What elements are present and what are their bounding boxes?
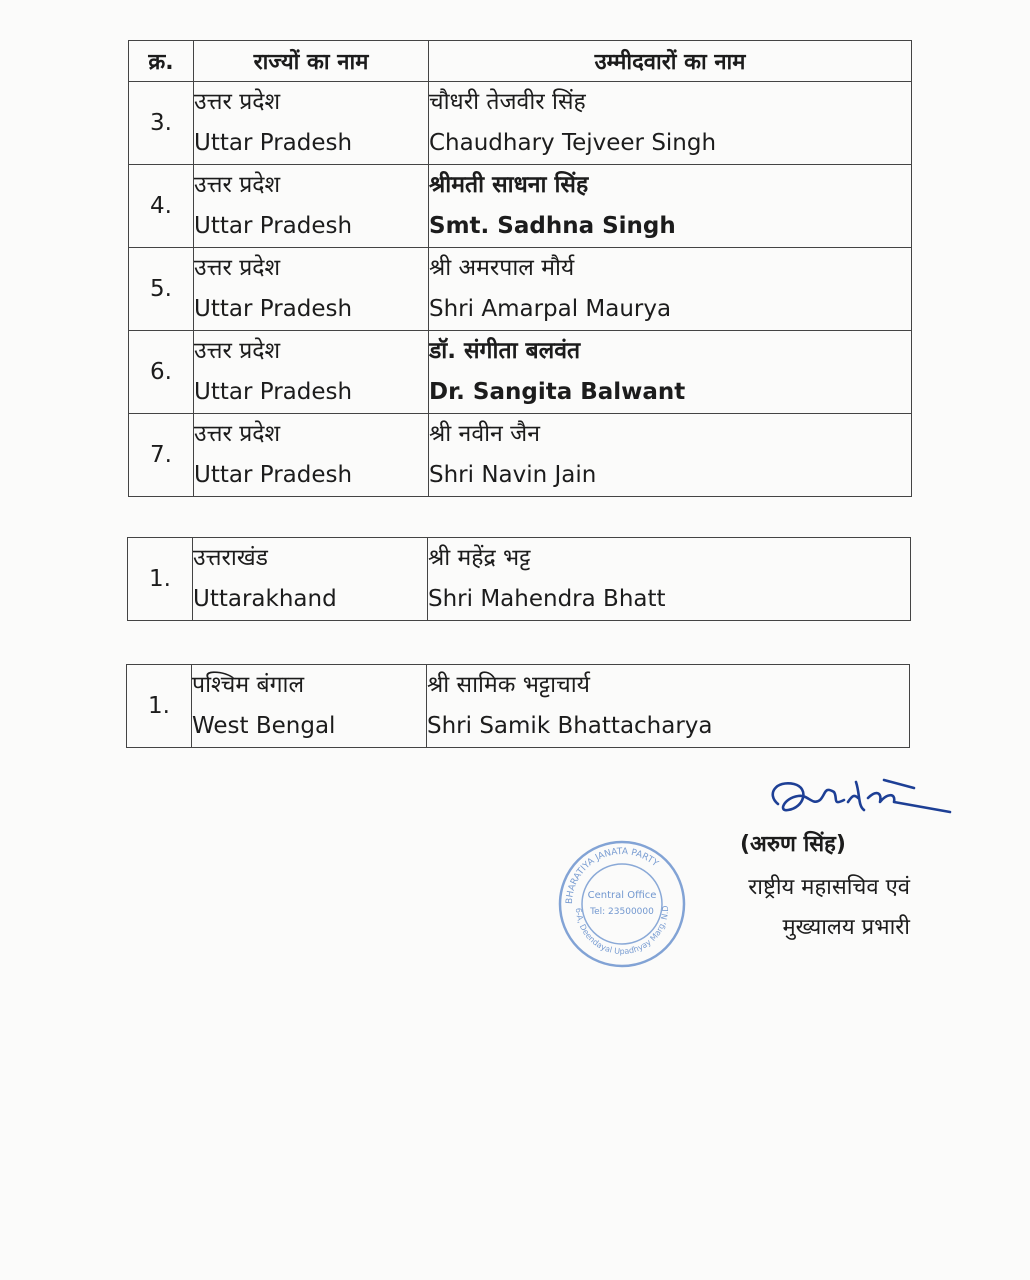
state-name-hindi: उत्तर प्रदेश: [194, 172, 281, 198]
candidate-cell: [429, 414, 912, 497]
table-row: [129, 82, 912, 165]
candidate-name-english: Shri Samik Bhattacharya: [427, 713, 713, 739]
candidate-name-english: Shri Mahendra Bhatt: [428, 586, 666, 612]
table-row: [128, 538, 911, 621]
table-row: [129, 331, 912, 414]
state-cell: [192, 665, 427, 748]
row-number: 6.: [129, 331, 194, 414]
state-name-hindi: उत्तर प्रदेश: [194, 338, 281, 364]
header-candidate-name: उम्मीदवारों का नाम: [429, 41, 912, 82]
designation-line-1: राष्ट्रीय महासचिव एवं: [748, 875, 910, 900]
row-number: 7.: [129, 414, 194, 497]
table-header-row: [129, 41, 912, 82]
state-name-english: West Bengal: [192, 713, 336, 739]
signature-mark: [764, 772, 954, 832]
stamp-bottom-text: 6-A, Deendayal Upadhyay Marg, N.D: [573, 905, 671, 957]
candidates-table-uttarakhand: [127, 537, 911, 621]
candidate-name-hindi: श्रीमती साधना सिंह: [429, 172, 589, 198]
row-number: 5.: [129, 248, 194, 331]
candidate-name-english: Dr. Sangita Balwant: [429, 379, 686, 405]
header-serial: क्र.: [129, 41, 194, 82]
stamp-center-line1: Central Office: [587, 890, 657, 901]
candidate-cell: [429, 82, 912, 165]
stamp-center-line2: Tel: 23500000: [590, 907, 654, 917]
candidate-cell: [429, 331, 912, 414]
candidate-cell: [429, 248, 912, 331]
candidate-name-english: Shri Amarpal Maurya: [429, 296, 672, 322]
candidates-table-up: [128, 40, 912, 497]
table-row: [129, 248, 912, 331]
state-name-hindi: उत्तर प्रदेश: [194, 421, 281, 447]
state-name-english: Uttar Pradesh: [194, 296, 353, 322]
stamp-top-text: BHARATIYA JANATA PARTY: [564, 846, 660, 905]
header-state-name: राज्यों का नाम: [194, 41, 429, 82]
candidate-name-hindi: डॉ. संगीता बलवंत: [429, 338, 581, 364]
candidates-table-west-bengal: [126, 664, 910, 748]
state-name-english: Uttar Pradesh: [194, 213, 353, 239]
party-stamp: [554, 838, 690, 968]
row-number: 1.: [127, 665, 192, 748]
candidate-cell: [428, 538, 911, 621]
designation-line-2: मुख्यालय प्रभारी: [782, 915, 910, 940]
candidate-cell: [427, 665, 910, 748]
table-row: [127, 665, 910, 748]
state-name-english: Uttar Pradesh: [194, 130, 353, 156]
state-cell: [194, 248, 429, 331]
state-cell: [194, 165, 429, 248]
state-name-english: Uttarakhand: [193, 586, 337, 612]
state-name-hindi: उत्तर प्रदेश: [194, 89, 281, 115]
row-number: 4.: [129, 165, 194, 248]
table-row: [129, 165, 912, 248]
state-cell: [193, 538, 428, 621]
candidate-name-hindi: श्री नवीन जैन: [429, 421, 540, 447]
candidate-name-english: Chaudhary Tejveer Singh: [429, 130, 717, 156]
table-row: [129, 414, 912, 497]
state-cell: [194, 414, 429, 497]
row-number: 1.: [128, 538, 193, 621]
state-name-english: Uttar Pradesh: [194, 462, 353, 488]
candidate-name-english: Shri Navin Jain: [429, 462, 597, 488]
candidate-name-english: Smt. Sadhna Singh: [429, 213, 676, 239]
signatory-designation: [690, 868, 910, 948]
state-cell: [194, 82, 429, 165]
state-name-english: Uttar Pradesh: [194, 379, 353, 405]
state-name-hindi: उत्तराखंड: [193, 545, 268, 571]
candidate-name-hindi: श्री महेंद्र भट्ट: [428, 545, 531, 571]
signatory-name: (अरुण सिंह): [740, 832, 846, 857]
candidate-name-hindi: चौधरी तेजवीर सिंह: [429, 89, 586, 115]
state-name-hindi: पश्चिम बंगाल: [192, 672, 305, 698]
row-number: 3.: [129, 82, 194, 165]
state-name-hindi: उत्तर प्रदेश: [194, 255, 281, 281]
candidate-name-hindi: श्री अमरपाल मौर्य: [429, 255, 575, 281]
candidate-name-hindi: श्री सामिक भट्टाचार्य: [427, 672, 591, 698]
state-cell: [194, 331, 429, 414]
candidate-cell: [429, 165, 912, 248]
